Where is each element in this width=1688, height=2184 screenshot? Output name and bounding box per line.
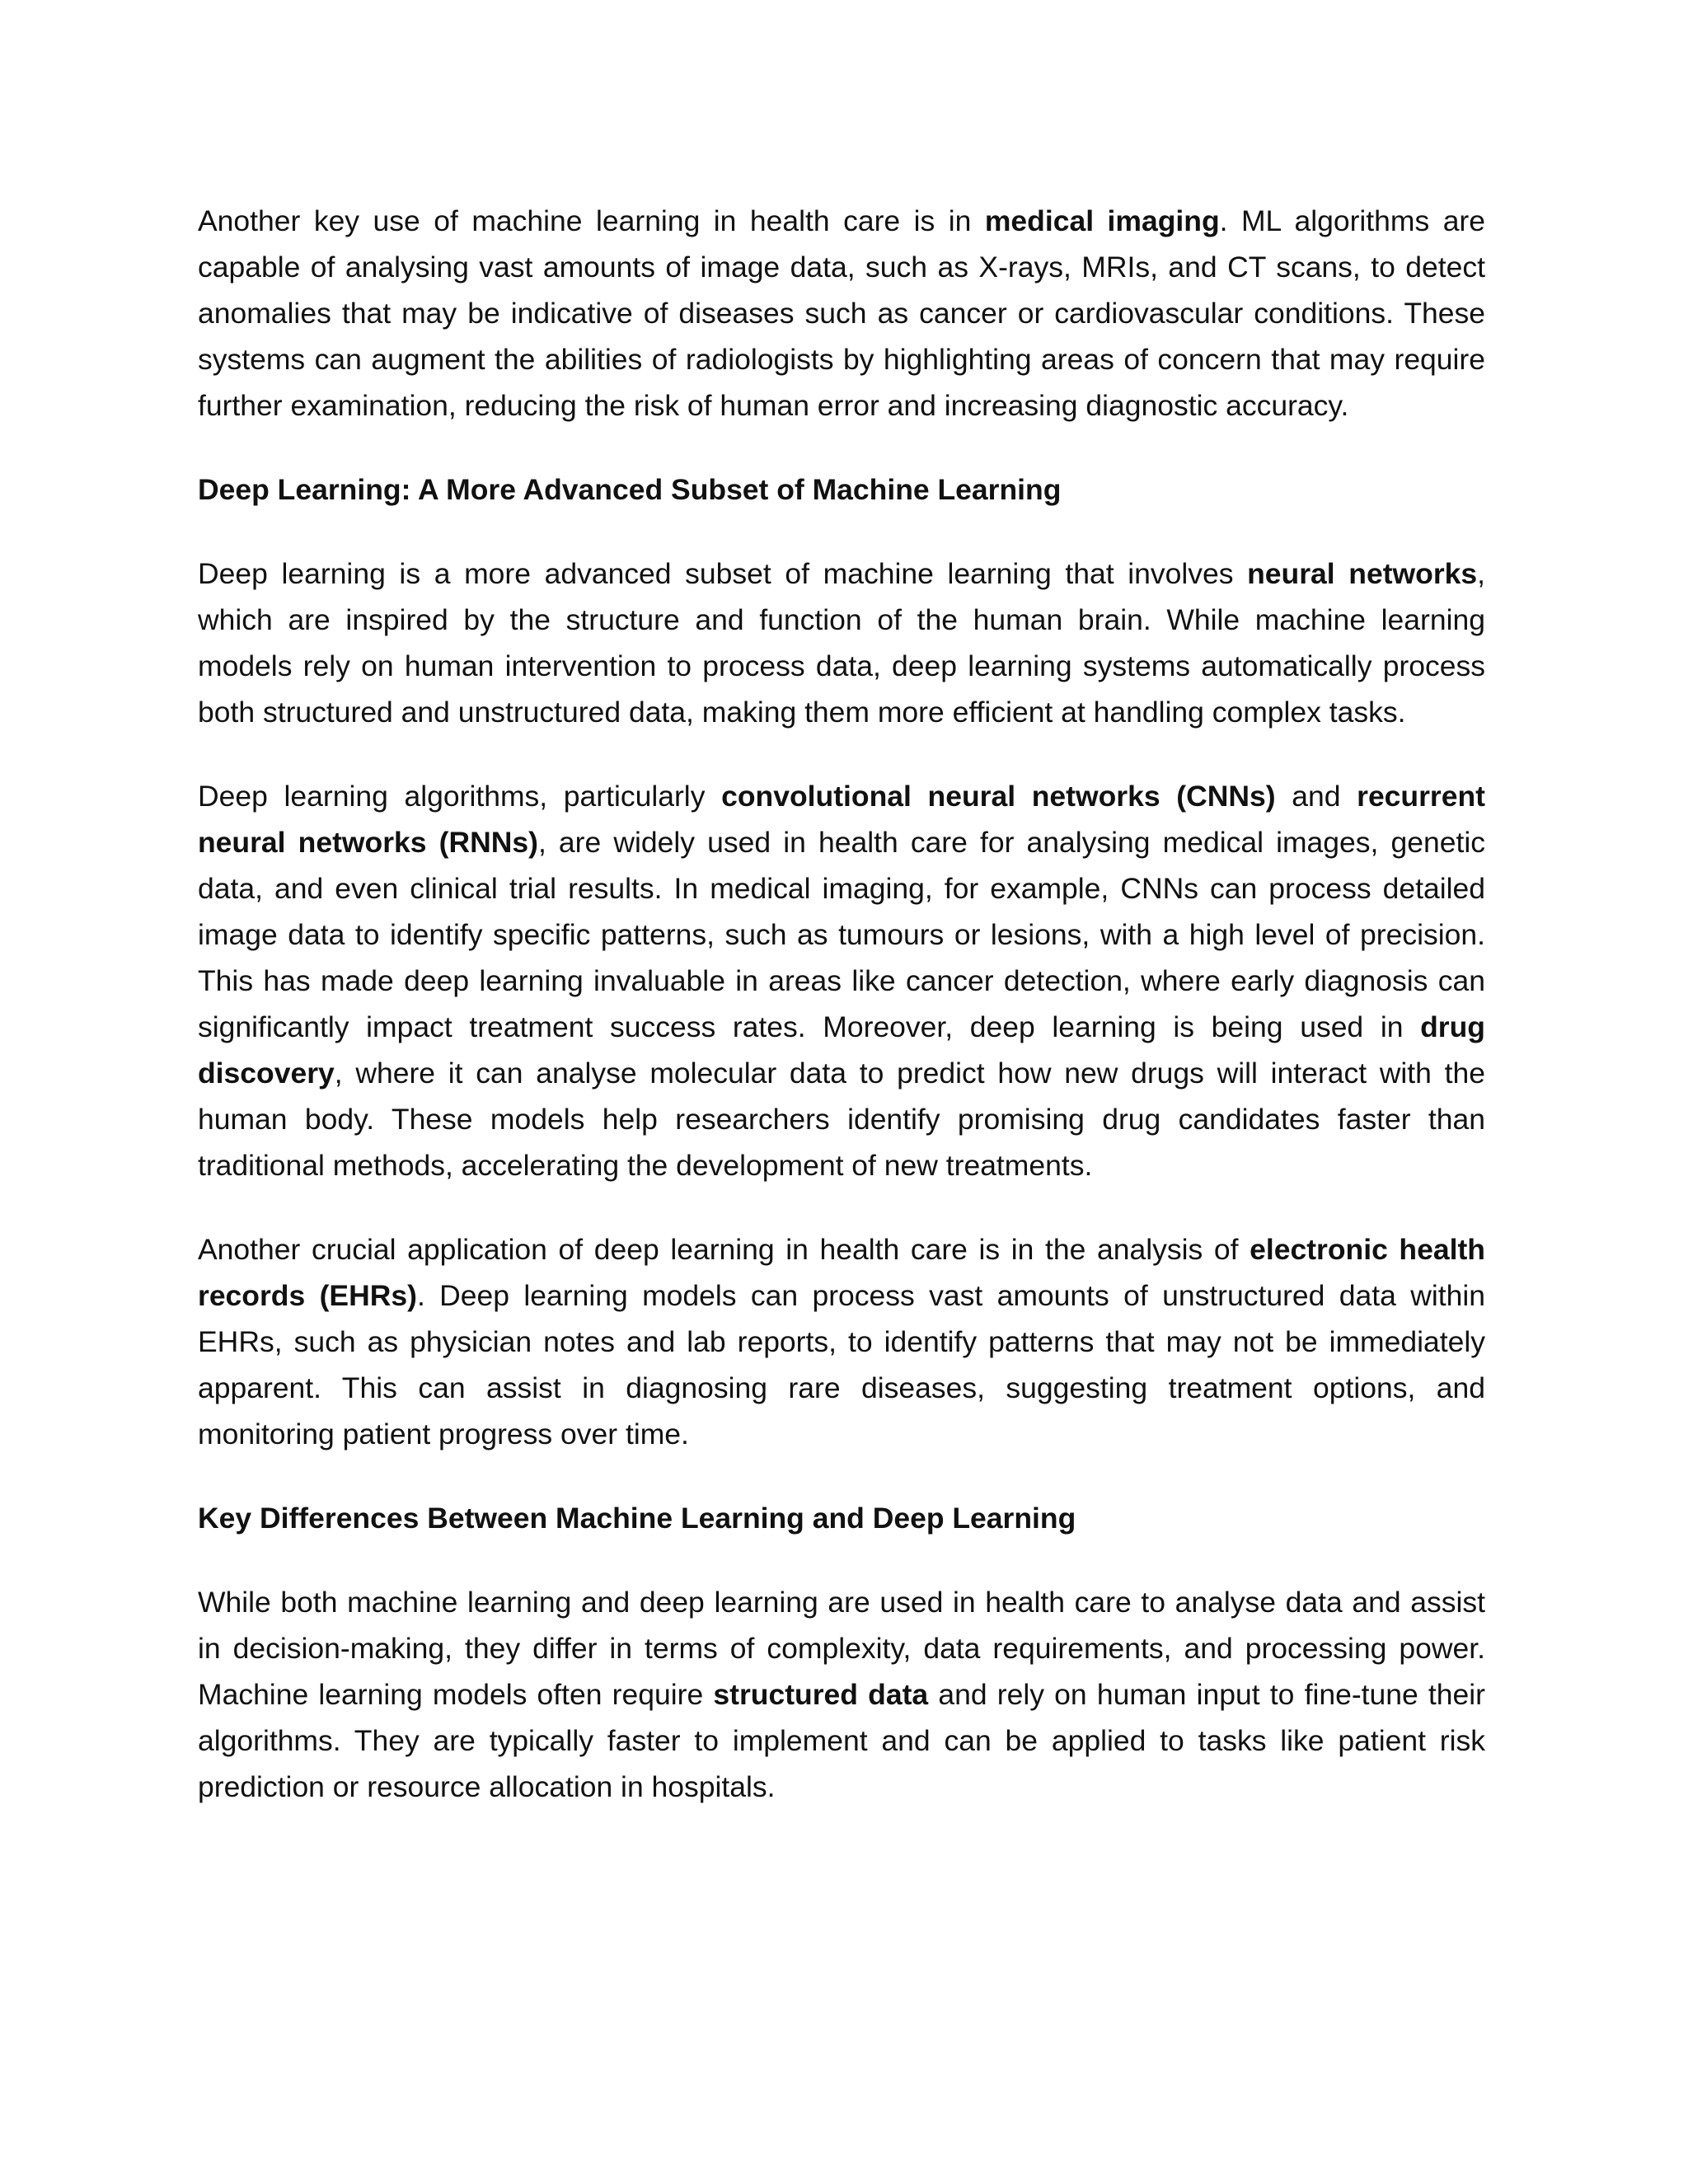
bold-term: structured data bbox=[713, 1678, 929, 1711]
section-heading-deep-learning bbox=[198, 466, 1485, 513]
text-run: Another key use of machine learning in health care is in bbox=[198, 204, 985, 237]
text-run: and rely on human input to fine-tune their algorithms. They are typically faster to implement and can be applied to tasks like patient risk prediction or resource allocation in hospitals. bbox=[198, 1678, 1485, 1803]
heading-text: Key Differences Between Machine Learning and Deep Learning bbox=[198, 1502, 1076, 1535]
text-run: Deep learning is a more advanced subset of machine learning that involves bbox=[198, 557, 1248, 590]
bold-term: convolutional neural networks (CNNs) bbox=[721, 780, 1276, 813]
paragraph-deep-learning-intro bbox=[198, 551, 1485, 735]
paragraph-ehr-analysis bbox=[198, 1226, 1485, 1457]
text-run: , are widely used in health care for analysing medical images, genetic data, and even clinical trial results. In medical imaging, for example, CNNs can process detailed image data to identify specific patterns, such as tumours or lesions, with a high level of precision. This has made deep learning invaluable in areas like cancer detection, where early diagnosis can significantly impact treatment success rates. Moreover, deep learning is being used in bbox=[198, 826, 1485, 1043]
paragraph-medical-imaging bbox=[198, 198, 1485, 429]
text-run: . Deep learning models can process vast amounts of unstructured data within EHRs, such as physician notes and lab reports, to identify patterns that may not be immediately apparent. This can assist in diagnosing rare diseases, suggesting treatment options, and monitoring patient progress over time. bbox=[198, 1279, 1485, 1451]
text-run: and bbox=[1275, 780, 1357, 813]
bold-term: electronic health records (EHRs) bbox=[198, 1233, 1485, 1312]
heading-text: Deep Learning: A More Advanced Subset of Machine Learning bbox=[198, 473, 1062, 506]
bold-term: medical imaging bbox=[984, 204, 1220, 237]
bold-term: drug discovery bbox=[198, 1010, 1485, 1090]
text-run: Deep learning algorithms, particularly bbox=[198, 780, 722, 813]
section-heading-key-differences bbox=[198, 1495, 1485, 1541]
text-run: While both machine learning and deep learning are used in health care to analyse data and assist in decision-making, they differ in terms of complexity, data requirements, and processing power. Machine learning models often require bbox=[198, 1586, 1485, 1711]
text-run: , which are inspired by the structure and function of the human brain. While machine learning models rely on human intervention to process data, deep learning systems automatically process both structured and unstructured data, making them more efficient at handling complex tasks. bbox=[198, 557, 1485, 729]
text-run: Another crucial application of deep learning in health care is in the analysis of bbox=[198, 1233, 1250, 1266]
text-run: , where it can analyse molecular data to predict how new drugs will interact with the human body. These models help researchers identify promising drug candidates faster than traditional methods, accelerating the development of new treatments. bbox=[198, 1057, 1485, 1182]
text-run: . ML algorithms are capable of analysing vast amounts of image data, such as X-rays, MRIs, and CT scans, to detect anomalies that may be indicative of diseases such as cancer or cardiovascular conditions. These systems can augment the abilities of radiologists by highlighting areas of concern that may require further examination, reducing the risk of human error and increasing diagnostic accuracy. bbox=[198, 204, 1485, 422]
bold-term: neural networks bbox=[1247, 557, 1478, 590]
paragraph-deep-learning-algorithms bbox=[198, 773, 1485, 1188]
bold-term: recurrent neural networks (RNNs) bbox=[198, 780, 1485, 859]
paragraph-differences bbox=[198, 1579, 1485, 1810]
